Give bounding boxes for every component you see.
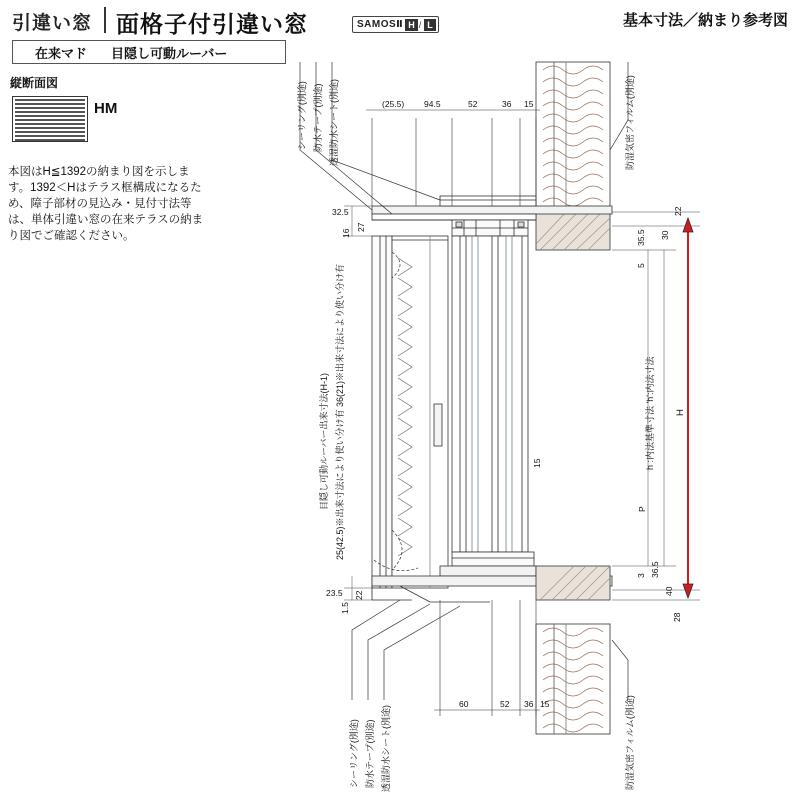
note-text: 本図はH≦1392の納まり図を示します。1392＜Hはテラス框構成になるため、障子部材の見込み・見付寸法等は、単体引違い窓の在来テラスの納まり図でご確認ください。 — [8, 166, 204, 242]
header-title-left: 引違い窓 — [12, 13, 93, 34]
dim-bottom-2: 36 — [524, 699, 534, 709]
dim-right-3: 5 — [636, 263, 646, 268]
callout-bottom-left-2: 防水テープ(別途) — [365, 719, 375, 788]
callout-top-left-2: 防水テープ(別途) — [313, 83, 323, 152]
dim-top-1: 94.5 — [424, 99, 441, 109]
dim-right-4: 15 — [532, 458, 542, 468]
label-h-inner: h :内法基準寸法 'h':内法寸法 — [645, 356, 655, 470]
subheader-right: 目隠し可動ルーバー — [111, 45, 228, 61]
page-title: 面格子付引違い窓 — [116, 11, 308, 37]
dim-right-1: 30 — [660, 230, 670, 240]
dim-top-3: 36 — [502, 99, 512, 109]
dim-bottom-3: 15 — [540, 699, 550, 709]
header-title-right: 基本寸法／納まり参考図 — [622, 12, 788, 29]
dim-top-4: 15 — [524, 99, 534, 109]
label-p: P — [637, 506, 647, 512]
series-grade-l: L — [424, 19, 436, 31]
series-separator: / — [418, 19, 422, 30]
dim-right-6: 36.5 — [650, 561, 660, 578]
dim-right-2: 35.5 — [636, 229, 646, 246]
dim-bottom-1: 52 — [500, 699, 510, 709]
label-louver-out2: 25(42.5)※出来寸法により使い分け有 36(21)※出来寸法により使い分け有 — [335, 263, 345, 560]
dim-left-1: 16 — [341, 228, 351, 238]
dim-right-8: 28 — [672, 612, 682, 622]
callout-top-left-1: シーリング(別途) — [297, 81, 307, 150]
series-name: SAMOSⅡ — [357, 19, 404, 30]
section-label: 縦断面図 — [10, 76, 59, 90]
series-grade-h: H — [405, 19, 418, 31]
dim-bottom-0: 60 — [459, 699, 469, 709]
callout-bottom-left-1: シーリング(別途) — [349, 719, 359, 788]
callout-top-left-3: 透湿防水シート(別途) — [329, 79, 339, 166]
callout-bottom-left-3: 透湿防水シート(別途) — [381, 705, 391, 792]
callout-bottom-right-1: 防湿気密フィルム(別途) — [625, 695, 635, 790]
subheader-left: 在来マド — [35, 45, 88, 61]
dim-top-2: 52 — [468, 99, 478, 109]
label-h-main: H — [675, 409, 686, 416]
dim-left-0: 32.5 — [332, 207, 349, 217]
label-louver-out: 目隠し可動ルーバー出来寸法(H-1) — [319, 372, 329, 510]
dim-left-4: 1.5 — [340, 602, 350, 614]
dim-right-0: 22 — [673, 206, 683, 216]
type-code-label: HM — [94, 100, 118, 117]
callout-top-right-1: 防湿気密フィルム(別途) — [625, 75, 635, 170]
dim-top-0: (25.5) — [382, 99, 405, 109]
dim-left-2: 27 — [356, 222, 366, 232]
dim-right-5: 3 — [636, 573, 646, 578]
dim-left-5: 22 — [354, 590, 364, 600]
dim-left-3: 23.5 — [326, 588, 343, 598]
dim-right-7: 40 — [664, 586, 674, 596]
